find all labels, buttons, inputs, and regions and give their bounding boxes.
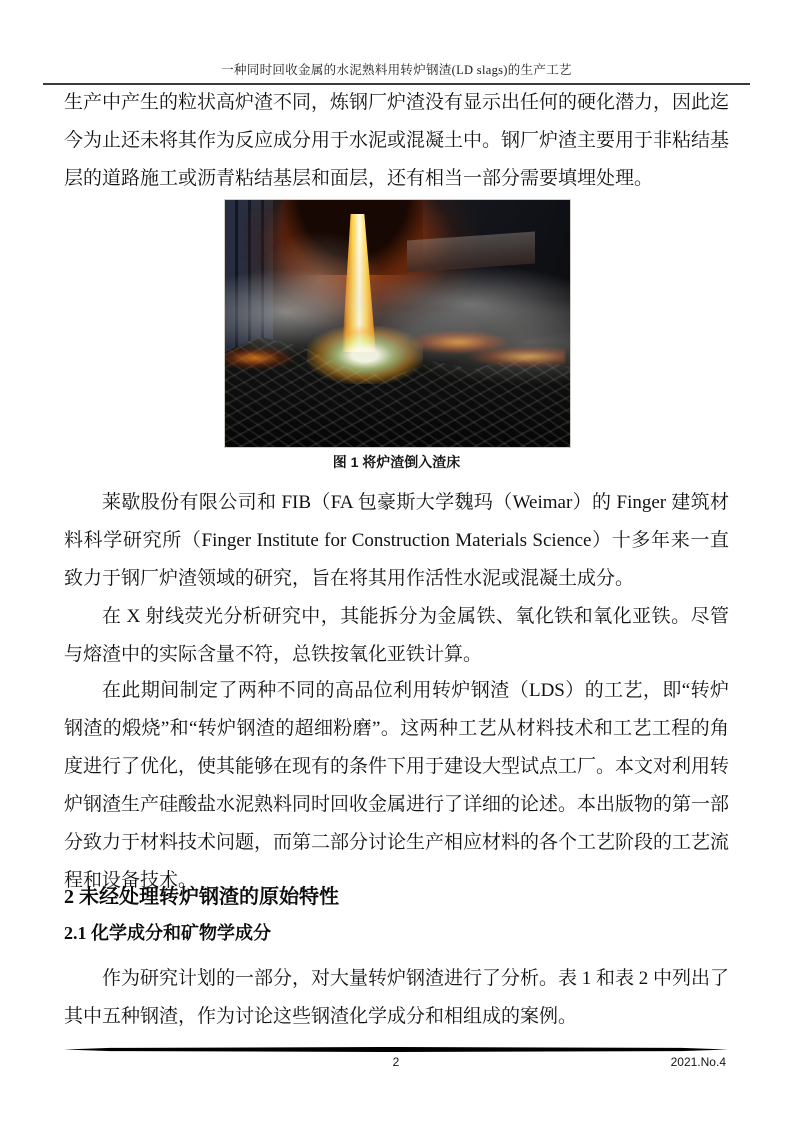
footer-rule bbox=[64, 1047, 728, 1052]
page-number: 2 bbox=[392, 1055, 400, 1069]
figure-1-caption: 图 1 将炉渣倒入渣床 bbox=[332, 454, 461, 470]
paragraph-processes: 在此期间制定了两种不同的高品位利用转炉钢渣（LDS）的工艺，即“转炉钢渣的煅烧”和“转炉钢渣的超细粉磨”。这两种工艺从材料技术和工艺工程的角度进行了优化，使其能够在现有的条件下用于建设大型试点工厂。本文对利用转炉钢渣生产硅酸盐水泥熟料同时回收金属进行了详细的论述。本出版物的第一部分致力于材料技术问题，而第二部分讨论生产相应材料的各个工艺阶段的工艺流程和设备技术。 bbox=[64, 680, 730, 891]
footer bbox=[64, 1055, 728, 1073]
photo-smoke bbox=[225, 200, 570, 447]
paragraph-analysis: 作为研究计划的一部分，对大量转炉钢渣进行了分析。表 1 和表 2 中列出了其中五种钢渣，作为讨论这些钢渣化学成分和相组成的案例。 bbox=[64, 968, 730, 1027]
running-header-title: 一种同时回收金属的水泥熟料用转炉钢渣(LD slags)的生产工艺 bbox=[43, 60, 750, 85]
paragraph-xrf: 在 X 射线荧光分析研究中，其能拆分为金属铁、氧化铁和氧化亚铁。尽管与熔渣中的实际含量不符，总铁按氧化亚铁计算。 bbox=[64, 606, 729, 665]
paragraph-intro: 生产中产生的粒状高炉渣不同，炼钢厂炉渣没有显示出任何的硬化潜力，因此迄今为止还未将其作为反应成分用于水泥或混凝土中。钢厂炉渣主要用于非粘结基层的道路施工或沥青粘结基层和面层，还有相当一部分需要填埋处理。 bbox=[64, 92, 730, 189]
figure-1-image bbox=[224, 199, 571, 448]
section-2-heading: 2 未经处理转炉钢渣的原始特性 bbox=[64, 886, 339, 908]
section-2-1-heading: 2.1 化学成分和矿物学成分 bbox=[64, 923, 271, 943]
paragraph-research: 莱歇股份有限公司和 FIB（FA 包豪斯大学魏玛（Weimar）的 Finger 建筑材料科学研究所（Finger Institute for Construction Materials Science）十多年来一直致力于钢厂炉渣领域的研究，旨在将其用作活性水泥或混凝土成分。 bbox=[64, 492, 729, 589]
issue-number: 2021.No.4 bbox=[670, 1055, 726, 1069]
